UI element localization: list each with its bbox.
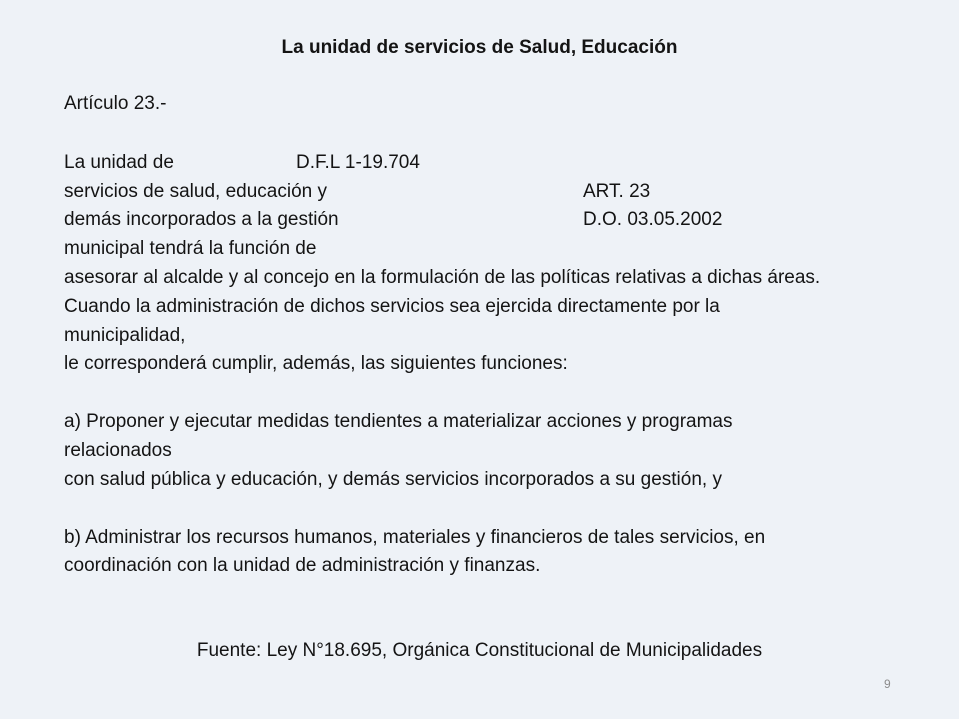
page-number: 9 <box>884 677 891 691</box>
intro-line: Cuando la administración de dichos servicios sea ejercida directamente por la <box>64 296 720 317</box>
source-citation: Fuente: Ley N°18.695, Orgánica Constitucional de Municipalidades <box>196 640 763 661</box>
intro-line: le corresponderá cumplir, además, las siguientes funciones: <box>64 353 568 374</box>
item-b-line: coordinación con la unidad de administración y finanzas. <box>64 555 541 576</box>
intro-line: municipalidad, <box>64 325 186 346</box>
intro-line: servicios de salud, educación y <box>64 181 327 202</box>
slide-title: La unidad de servicios de Salud, Educación <box>281 37 678 58</box>
intro-line: demás incorporados a la gestión <box>64 209 339 230</box>
intro-line: La unidad de <box>64 152 174 173</box>
item-a-line: a) Proponer y ejecutar medidas tendientes a materializar acciones y programas <box>64 411 733 432</box>
intro-line: municipal tendrá la función de <box>64 238 317 259</box>
side-note-diario-oficial: D.O. 03.05.2002 <box>583 209 723 230</box>
intro-line: asesorar al alcalde y al concejo en la formulación de las políticas relativas a dichas áreas. <box>64 267 821 288</box>
side-note-article: ART. 23 <box>583 181 651 202</box>
item-b-line: b) Administrar los recursos humanos, materiales y financieros de tales servicios, en <box>64 527 766 548</box>
side-note-dfl: D.F.L 1-19.704 <box>296 152 420 173</box>
article-heading: Artículo 23.- <box>64 93 167 114</box>
item-a-line: relacionados <box>64 440 172 461</box>
item-a-line: con salud pública y educación, y demás servicios incorporados a su gestión, y <box>64 469 722 490</box>
